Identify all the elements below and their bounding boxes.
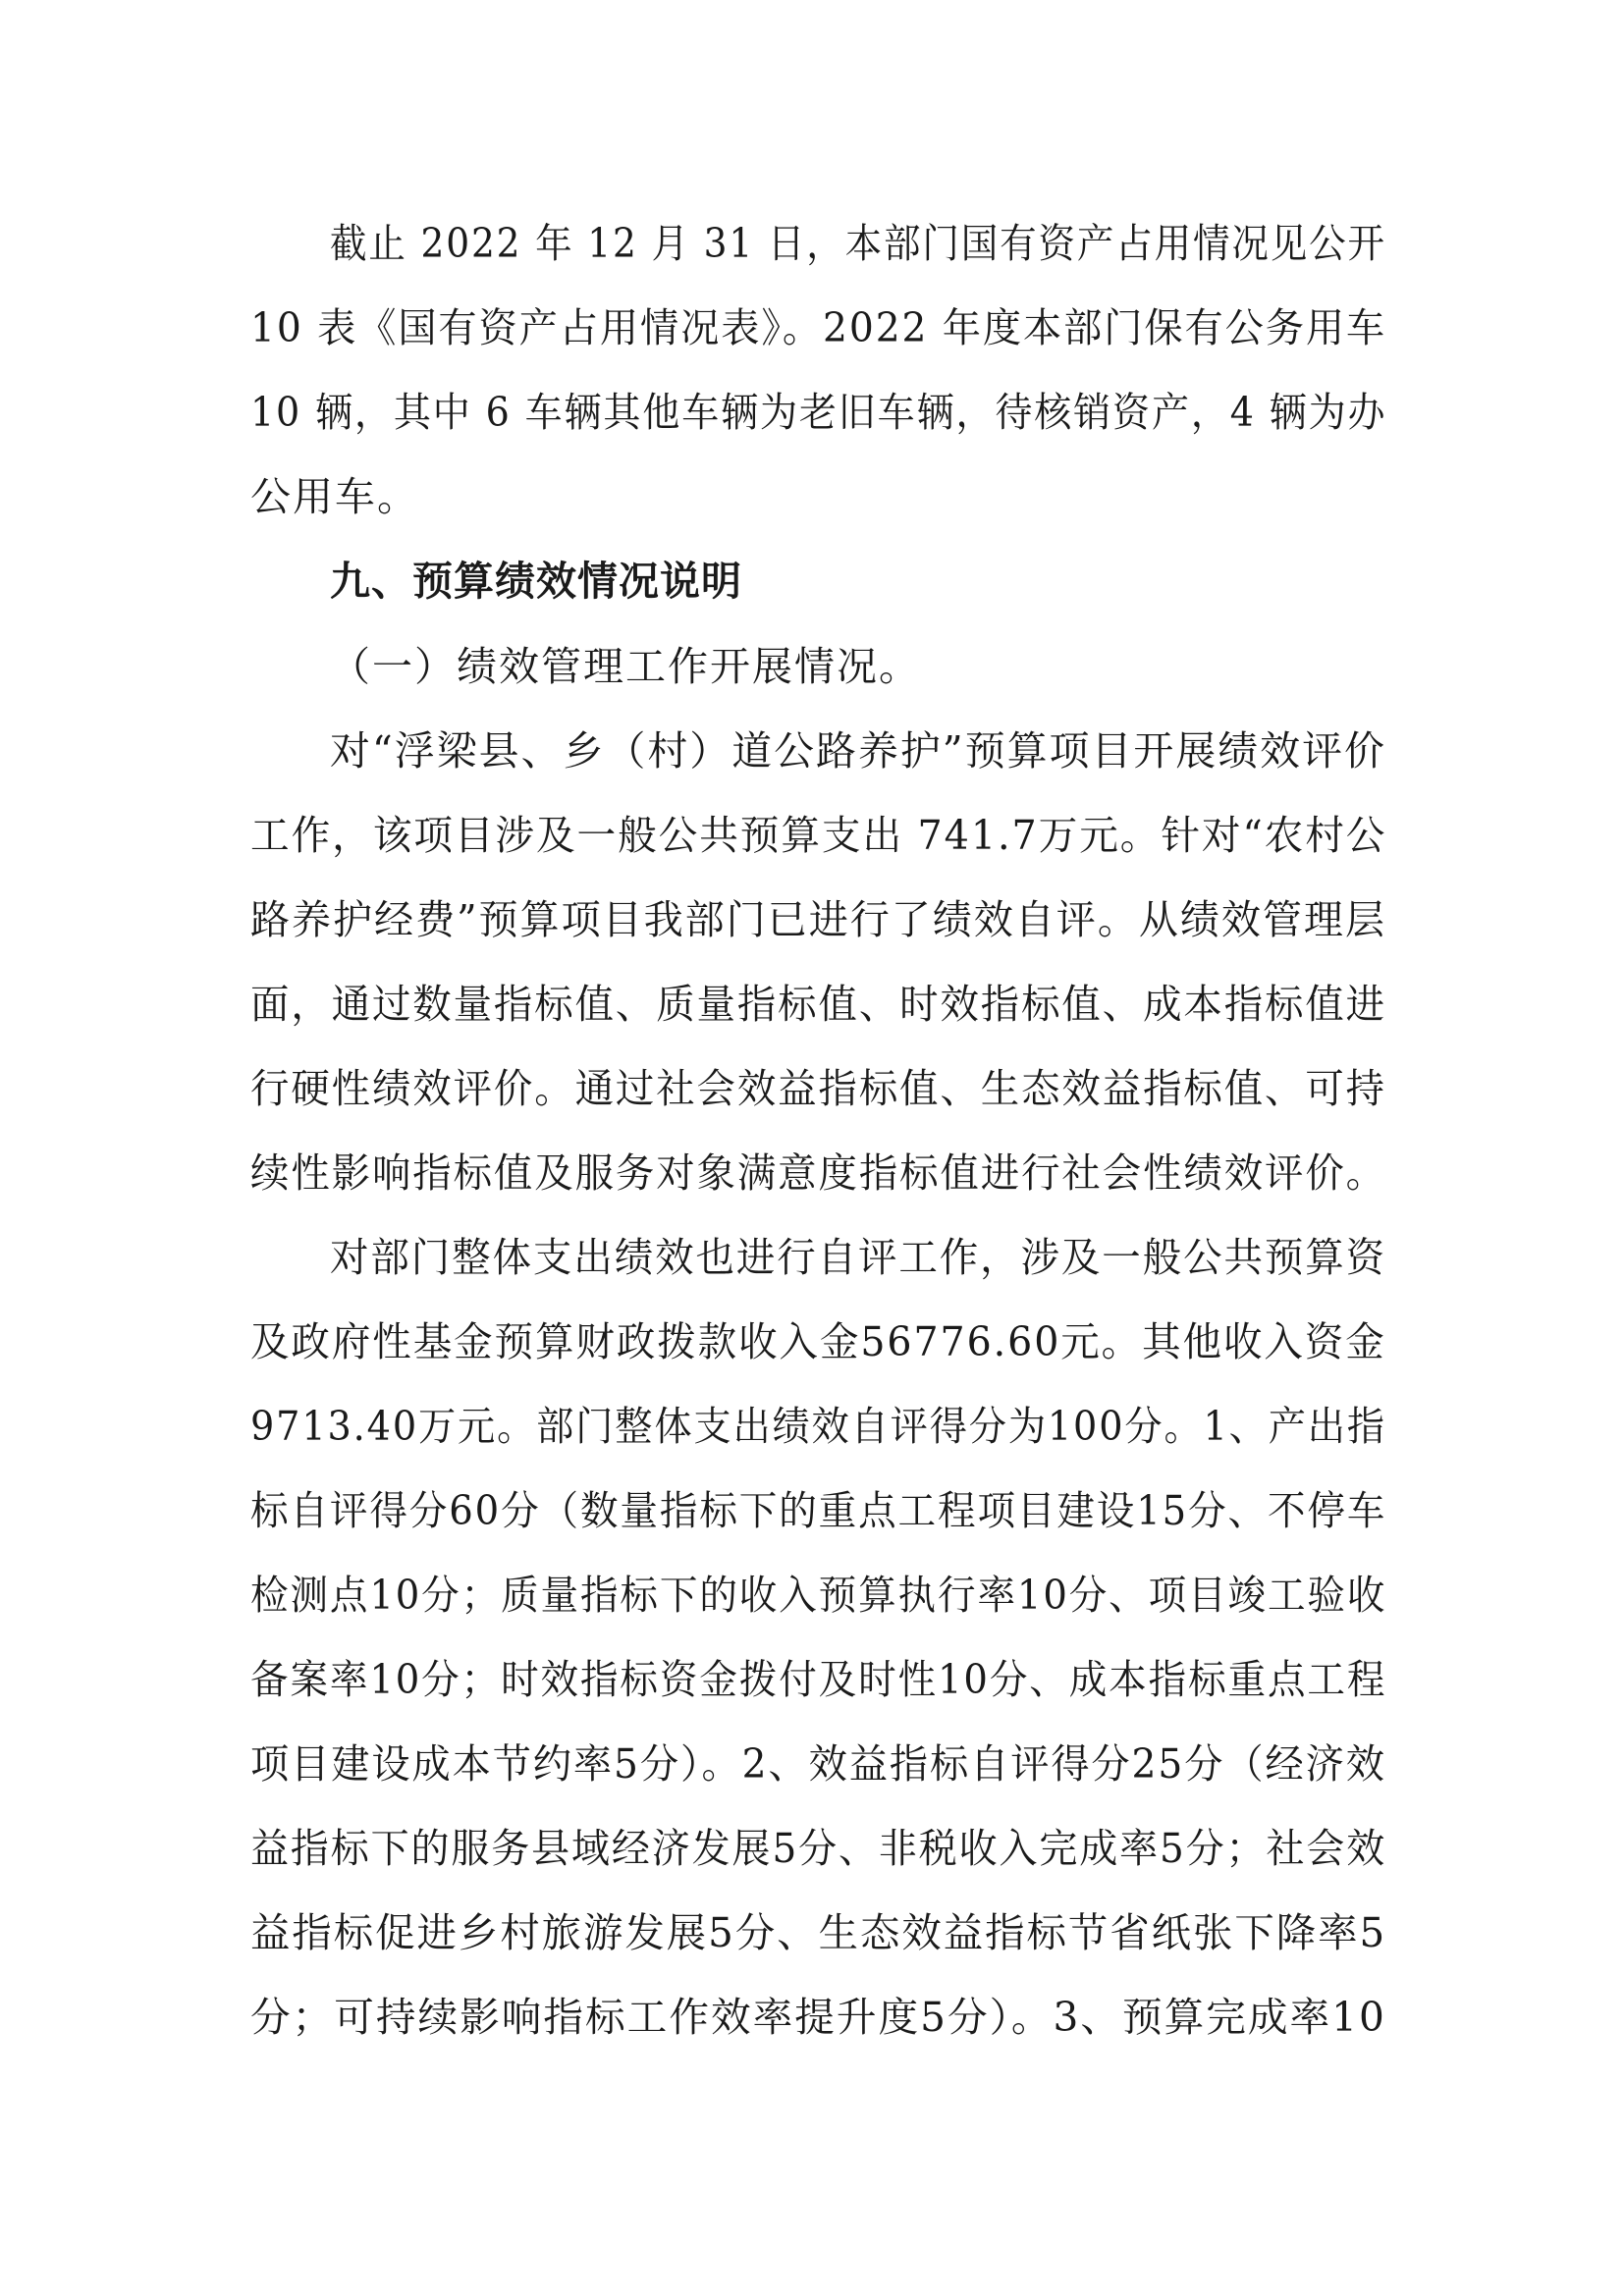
paragraph-line: 公用车。 xyxy=(250,473,419,520)
paragraph-line: 对“浮梁县、乡（村）道公路养护”预算项目开展绩效评价 xyxy=(330,727,1386,774)
paragraph-line: 面，通过数量指标值、质量指标值、时效指标值、成本指标值进 xyxy=(250,981,1386,1028)
paragraph-line: 10 辆，其中 6 车辆其他车辆为老旧车辆，待核销资产，4 辆为办 xyxy=(250,389,1387,436)
section-heading: 九、预算绩效情况说明 xyxy=(330,558,742,605)
paragraph-line: 备案率10分；时效指标资金拨付及时性10分、成本指标重点工程 xyxy=(250,1656,1387,1703)
paragraph-line: 续性影响指标值及服务对象满意度指标值进行社会性绩效评价。 xyxy=(250,1149,1386,1197)
paragraph-line: 9713.40万元。部门整体支出绩效自评得分为100分。1、产出指 xyxy=(250,1403,1386,1450)
paragraph-line: 对部门整体支出绩效也进行自评工作，涉及一般公共预算资 xyxy=(330,1234,1386,1281)
paragraph-line: 项目建设成本节约率5分）。2、效益指标自评得分25分（经济效 xyxy=(250,1740,1386,1788)
paragraph-line: 检测点10分；质量指标下的收入预算执行率10分、项目竣工验收 xyxy=(250,1572,1387,1619)
paragraph-line: 路养护经费”预算项目我部门已进行了绩效自评。从绩效管理层 xyxy=(250,896,1386,943)
paragraph-line: 分；可持续影响指标工作效率提升度5分）。3、预算完成率10 xyxy=(250,1994,1386,2041)
paragraph-line: 益指标下的服务县域经济发展5分、非税收入完成率5分；社会效 xyxy=(250,1825,1387,1872)
paragraph-line: 及政府性基金预算财政拨款收入金56776.60元。其他收入资金 xyxy=(250,1318,1386,1365)
paragraph-line: 行硬性绩效评价。通过社会效益指标值、生态效益指标值、可持 xyxy=(250,1065,1386,1112)
paragraph-line: 工作，该项目涉及一般公共预算支出 741.7万元。针对“农村公 xyxy=(250,812,1387,859)
paragraph-line: 标自评得分60分（数量指标下的重点工程项目建设15分、不停车 xyxy=(250,1487,1387,1534)
paragraph-line: 截止 2022 年 12 月 31 日，本部门国有资产占用情况见公开 xyxy=(330,220,1386,267)
subsection-heading: （一）绩效管理工作开展情况。 xyxy=(330,643,921,690)
paragraph-line: 10 表《国有资产占用情况表》。2022 年度本部门保有公务用车 xyxy=(250,304,1387,351)
paragraph-line: 益指标促进乡村旅游发展5分、生态效益指标节省纸张下降率5 xyxy=(250,1909,1387,1956)
